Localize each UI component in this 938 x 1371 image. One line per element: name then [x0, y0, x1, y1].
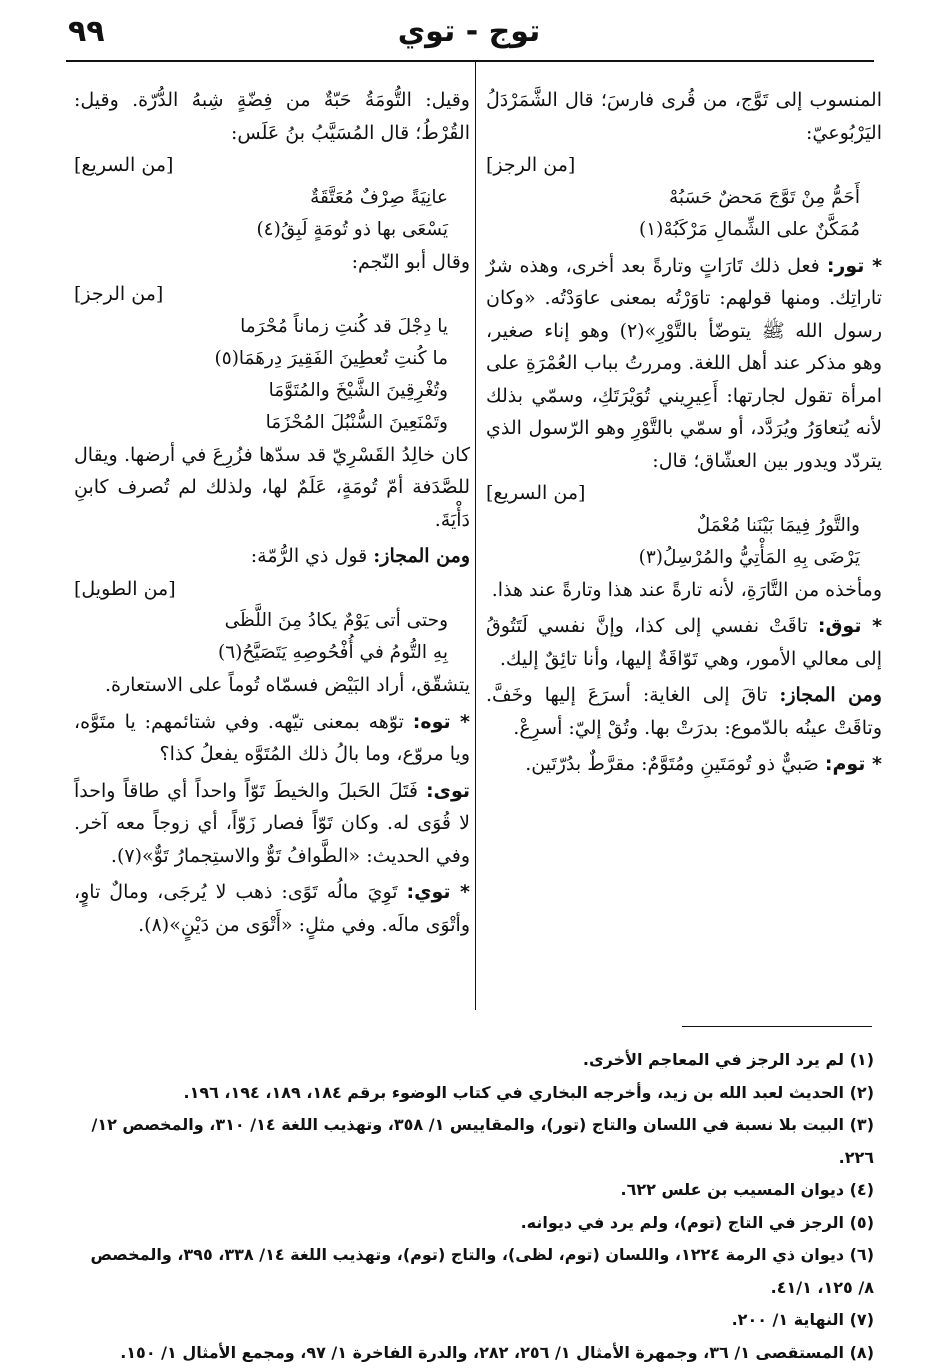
- dictionary-entry: [486, 610, 882, 675]
- footnote-8: (٨) المستقصى ١/ ٣٦، وجمهرة الأمثال ١/ ٢٥٦، ٢٨٢، والدرة الفاخرة ١/ ٩٧، ومجمع الأمثال ١/ ١٥٠.: [120, 1342, 874, 1362]
- entry-text: صَبيٌّ ذو تُومَتَينِ ومُتَوَّمٌ: مقرَّطٌ بدُرّتَين.: [525, 753, 819, 775]
- majaz-paragraph: [74, 540, 470, 573]
- page-number: ٩٩: [68, 14, 105, 49]
- dictionary-entry: [74, 706, 470, 771]
- entry-headword: * توم:: [824, 753, 882, 775]
- running-head: توج - توي: [397, 14, 541, 49]
- dictionary-entry: [74, 876, 470, 941]
- dictionary-entry: [486, 748, 882, 781]
- footnote-rule: [682, 1026, 872, 1027]
- entry-text: فعل ذلك تَارَاتٍ وتارةً بعد أخرى، وهذه شرٌ تاراتِك. ومنها قولهم: تاوَرْتُه بمعنى عاوَدْتُه. «وكان رسول الله ﷺ يتوضّأ بالتَّوْرِ»(٢) وهو إناء صغير، وهو مذكر عند أهل اللغة. ومررتُ بباب العُمْرَةِ على امرأة تقول لجارتها: أَعِيرِيني تُوَيْرَتَكِ، وسمّي بذلك لأنه يُتعاوَرُ ويُرَدَّد، أو سمّي بالتَّوْرِ وهو الرّسول الذي يتردّد ويدور بين العشّاق؛ قال:: [486, 254, 882, 472]
- dictionary-entry: [486, 250, 882, 478]
- paragraph: ومأخذه من التَّارَةِ، لأنه تارةً عند هذا وتارةً عند هذا.: [491, 578, 882, 601]
- header-rule: [66, 60, 874, 62]
- paragraph: وقيل: التُّومَةُ حَبّةٌ من فِضّةٍ شِبهُ الدُّرّة. وقيل: القُرْطُ؛ قال المُسَيَّبُ بنُ عَلَس:: [74, 89, 470, 144]
- meter-label: [من الرجز]: [486, 154, 576, 176]
- entry-text: تاقَ إلى الغاية: أسرَعَ إليها وخَفَّ. وتاقَتْ عينُه بالدّموع: بدرَتْ بها. وتُقْ إليّ: أسرِعْ.: [486, 684, 882, 739]
- footnote-7: (٧) النهاية ١/ ٢٠٠.: [731, 1310, 874, 1329]
- entry-text: تاقَتْ نفسي إلى كذا، وإنَّ نفسي لَتَتُوقُ إلى معالي الأمور، وهي تَوّاقَةٌ إليها، وأنا تائِقٌ إليك.: [486, 615, 882, 670]
- verse-line: يا دِجْلَ قد كُنتِ زماناً مُحْرَما: [240, 315, 448, 337]
- footnote-1: (١) لم يرد الرجز في المعاجم الأخرى.: [582, 1050, 874, 1069]
- column-divider: [475, 62, 476, 1010]
- majaz-label: ومن المجاز:: [779, 684, 882, 706]
- verse-line: يَسْعَى بها ذو تُومَةٍ لَبِقُ(٤): [256, 218, 448, 240]
- footnotes: [70, 1044, 874, 1369]
- entry-headword: * توي:: [406, 881, 470, 903]
- verse-line: بِهِ التُّومُ في أُفْحُوصِهِ يَتَصَيَّحُ(٦): [217, 642, 448, 663]
- paragraph: المنسوب إلى تَوَّج، من قُرى فارسَ؛ قال الشَّمَرْدَلُ اليَرْبُوعيّ:: [486, 89, 882, 144]
- verse-line: مُمَكَّنٌ على الشِّمالِ مَرْكَبُهْ(١): [639, 218, 860, 240]
- entry-text: تَوِيَ مالُه تَوًى: ذهب لا يُرجَى، ومالٌ تاوٍ، وأتْوَى مالَه. وفي مثلٍ: «أَتْوَى من دَيْنٍ»(٨).: [74, 881, 470, 936]
- entry-text: فَتَلَ الحَبلَ والخيطَ تَوّاً واحداً أي طاقاً واحداً لا قُوَى له. وكان تَوّاً فصار زَوّاً، أي زوجاً معه آخر. وفي الحديث: «الطَّوافُ تَوٌّ والاستِجمارُ تَوٌّ»(٧).: [74, 779, 470, 867]
- entry-headword: توى:: [425, 779, 470, 802]
- meter-label: [من السريع]: [74, 154, 174, 176]
- verse-line: والتَّورُ فِيمَا بَيْنَنا مُعْمَلٌ: [696, 514, 860, 536]
- footnote-2: (٢) الحديث لعبد الله بن زيد، وأخرجه البخاري في كتاب الوضوء برقم ١٨٤، ١٨٩، ١٩٤، ١٩٦.: [183, 1082, 874, 1102]
- meter-label: [من السريع]: [486, 482, 586, 504]
- right-column: [486, 84, 882, 781]
- majaz-paragraph: [486, 679, 882, 744]
- verse-line: ما كُنتِ تُعطِينَ الفَقِيرَ دِرهَمَا(٥): [214, 347, 448, 369]
- footnote-5: (٥) الرجز في التاج (توم)، ولم يرد في ديوانه.: [520, 1212, 874, 1232]
- verse-line: يَرْضَى بِهِ المَأْتِيُّ والمُرْسِلُ(٣): [638, 546, 860, 568]
- entry-text: قول ذي الرُّمّة:: [250, 545, 368, 567]
- dictionary-entry: [74, 775, 470, 873]
- verse-line: عانِيَةً صِرْفٌ مُعَتَّقَةٌ: [310, 186, 448, 208]
- footnote-4: (٤) ديوان المسيب بن علس ٦٢٢.: [620, 1180, 874, 1199]
- verse-line: وتُغْرِقِينَ الشَّيْخَ والمُتَوَّمَا: [268, 379, 448, 401]
- verse-line: وتَمْنَعِينَ السُّنْبُلَ المُحْزَمَا: [265, 411, 448, 433]
- majaz-label: ومن المجاز:: [373, 545, 470, 567]
- meter-label: [من الطويل]: [74, 577, 176, 600]
- paragraph: يتشقّق، أراد البَيْض فسمّاه تُوماً على الاستعارة.: [105, 674, 470, 696]
- entry-text: توّهه بمعنى تيّهه. وفي شتائمهم: يا متَوَّه، ويا مروّع، وما بالُ ذلك المُتَوَّه يفعلُ كذا؟: [74, 710, 470, 765]
- footnote-3: (٣) البيت بلا نسبة في اللسان والتاج (تور)، والمقاييس ١/ ٣٥٨، وتهذيب اللغة ١٤/ ٣١٠، والمخصص ١٢/ ٢٢٦.: [91, 1115, 874, 1167]
- paragraph: وقال أبو النّجم:: [351, 250, 470, 273]
- entry-headword: * توه:: [412, 710, 470, 733]
- meter-label: [من الرجز]: [74, 283, 164, 305]
- entry-headword: * توق:: [817, 615, 882, 637]
- entry-headword: * تور:: [826, 254, 883, 277]
- paragraph: كان خالِدُ القَسْرِيّ قد سدّها فزُرِعَ في أرضها. ويقال للصَّدَفة أمّ تُومَةٍ، عَلَمٌ لها، ولذلك لم تُصرف كابنِ دَأْيَةَ.: [74, 443, 470, 531]
- verse-line: وحتى أتى يَوْمٌ يكادُ مِنَ اللَّظَى: [224, 610, 448, 631]
- footnote-6: (٦) ديوان ذي الرمة ١٢٢٤، واللسان (توم، لظى)، والتاج (توم)، وتهذيب اللغة ١٤/ ٣٣٨، ٣٩٥، والمخصص ٨/ ١٢٥، ٤١/١.: [90, 1245, 874, 1297]
- left-column: [74, 84, 470, 941]
- verse-line: أَحَمُّ مِنْ تَوَّجَ مَحضٌ حَسَبُهْ: [668, 186, 860, 208]
